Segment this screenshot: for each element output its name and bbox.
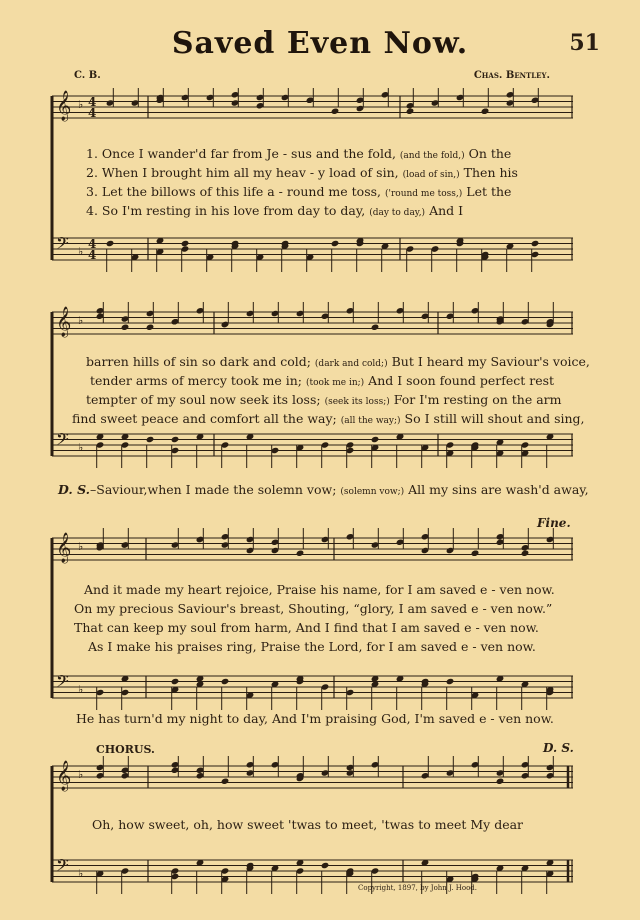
note-head	[531, 240, 540, 247]
bass-clef-icon: 𝄢	[56, 671, 69, 695]
verse-line: 2. When I brought him all my heav - y load of sin, (load of sin,) Then his	[86, 165, 518, 180]
ds-verse-line: D. S.–Saviour,when I made the solemn vow; (solemn vow;) All my sins are wash'd away,	[58, 482, 589, 497]
verse-line: That can keep my soul from harm, And I find that I am saved e - ven now.	[74, 620, 539, 635]
flat-icon: ♭	[78, 683, 84, 696]
note-head	[446, 678, 455, 685]
note-head	[296, 550, 305, 557]
note-head	[121, 324, 130, 331]
flat-icon: ♭	[78, 98, 84, 111]
note-head	[331, 108, 340, 115]
note-head	[146, 436, 155, 443]
verse-line: tempter of my soul now seek its loss; (seek its loss;) For I'm resting on the arm	[86, 392, 562, 407]
note-head	[496, 778, 505, 785]
flat-icon: ♭	[78, 441, 84, 454]
ds-mark: D. S.	[543, 741, 574, 755]
flat-icon: ♭	[78, 245, 84, 258]
music-system-1	[48, 88, 575, 278]
music-system-4	[48, 752, 575, 912]
verse-line: On my precious Saviour's breast, Shouting, “glory, I am saved e - ven now.”	[74, 601, 553, 616]
verse-line: 3. Let the billows of this life a - round me toss, ('round me toss,) Let the	[86, 184, 512, 199]
note-head	[221, 778, 230, 785]
note-head	[371, 436, 380, 443]
treble-clef-icon: 𝄞	[56, 91, 72, 121]
bass-clef-icon: 𝄢	[56, 855, 69, 879]
time-signature: 4	[88, 95, 97, 109]
bass-clef-icon: 𝄢	[56, 429, 69, 453]
note-head	[371, 324, 380, 331]
flat-icon: ♭	[78, 768, 84, 781]
verse-line: find sweet peace and comfort all the way; (all the way;) So I still will shout and sing,	[72, 411, 585, 426]
composer-credit: Chas. Bentley.	[473, 70, 550, 81]
note-head	[331, 240, 340, 247]
chorus-lyric: Oh, how sweet, oh, how sweet 'twas to meet, 'twas to meet My dear	[92, 817, 524, 832]
verse-line: As I make his praises ring, Praise the Lord, for I am saved e - ven now.	[88, 639, 536, 654]
chorus-label: CHORUS.	[96, 743, 155, 756]
note-head	[521, 550, 530, 557]
staff-lines	[48, 752, 575, 912]
bass-clef-icon: 𝄢	[56, 233, 69, 257]
flat-icon: ♭	[78, 540, 84, 553]
verse-line: barren hills of sin so dark and cold; (dark and cold;) But I heard my Saviour's voice,	[86, 354, 590, 369]
lyricist-credit: C. B.	[74, 70, 101, 81]
page-number: 51	[569, 30, 600, 56]
flat-icon: ♭	[78, 314, 84, 327]
fine-mark: Fine.	[537, 516, 571, 530]
note-head	[406, 108, 415, 115]
note-head	[221, 678, 230, 685]
time-signature: 4	[88, 248, 97, 262]
hymn-title: Saved Even Now.	[171, 26, 469, 61]
verse-line: 1. Once I wander'd far from Je - sus and the fold, (and the fold,) On the	[86, 146, 512, 161]
copyright-notice: Copyright, 1897, by John J. Hood.	[358, 884, 477, 892]
verse-line: And it made my heart rejoice, Praise his name, for I am saved e - ven now.	[84, 582, 555, 597]
time-signature: 4	[88, 106, 97, 120]
note-head	[106, 240, 115, 247]
note-head	[471, 550, 480, 557]
note-head	[146, 324, 155, 331]
time-signature: 4	[88, 237, 97, 251]
flat-icon: ♭	[78, 867, 84, 880]
note-head	[171, 436, 180, 443]
verse-line: tender arms of mercy took me in; (took me in;) And I soon found perfect rest	[90, 373, 555, 388]
treble-clef-icon: 𝄞	[56, 533, 72, 563]
ds-verse-line: He has turn'd my night to day, And I'm praising God, I'm saved e - ven now.	[76, 711, 554, 726]
note-head	[321, 862, 330, 869]
staff-lines	[48, 88, 575, 278]
note-head	[181, 240, 190, 247]
note-head	[481, 108, 490, 115]
verse-line: 4. So I'm resting in his love from day to day, (day to day,) And I	[86, 203, 464, 218]
note-head	[171, 678, 180, 685]
treble-clef-icon: 𝄞	[56, 307, 72, 337]
treble-clef-icon: 𝄞	[56, 761, 72, 791]
